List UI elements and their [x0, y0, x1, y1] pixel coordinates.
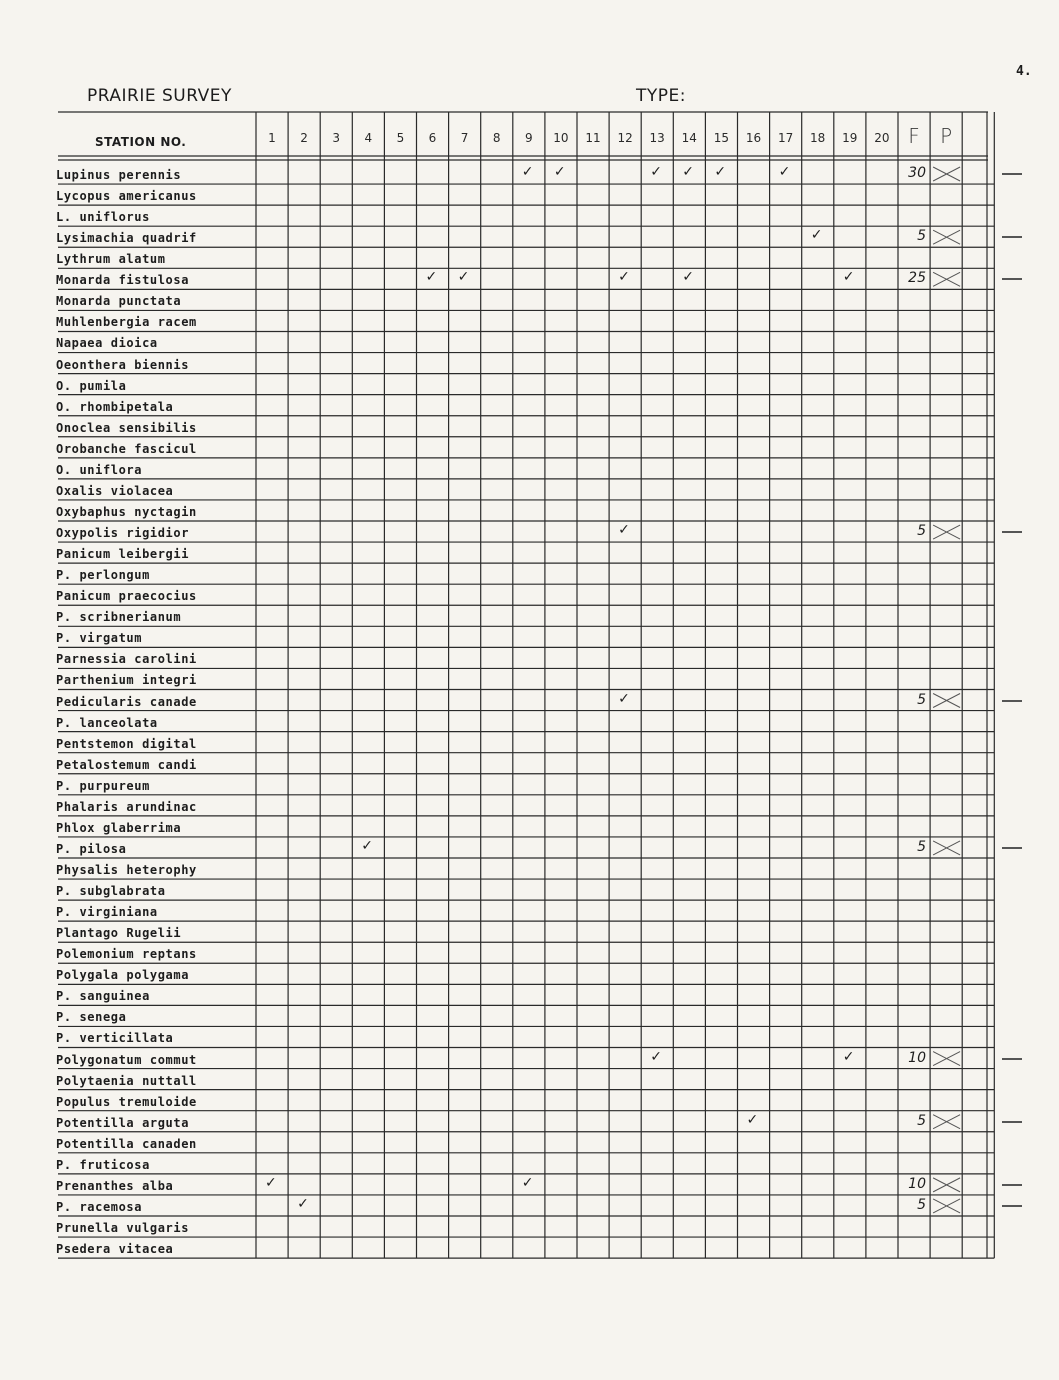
check-mark: ✓ [297, 1195, 309, 1212]
presence-x-mark [933, 167, 960, 181]
species-name: Pentstemon digital [56, 736, 197, 751]
presence-x-mark [933, 1199, 960, 1213]
species-name: Lythrum alatum [56, 252, 166, 267]
species-name: Phalaris arundinac [56, 799, 197, 814]
margin-dash [1002, 1121, 1022, 1123]
presence-x-mark [933, 1178, 960, 1192]
presence-x-mark [933, 694, 960, 708]
station-column-header: 2 [300, 131, 308, 145]
station-column-header: 5 [396, 131, 405, 145]
species-name: Physalis heterophy [56, 862, 197, 877]
check-mark: ✓ [457, 269, 470, 286]
species-name: Plantago Rugelii [56, 926, 182, 941]
page-number: 4. [1016, 64, 1032, 79]
check-mark: ✓ [425, 269, 438, 286]
station-column-header: 13 [649, 131, 665, 145]
species-name: Onoclea sensibilis [56, 420, 197, 435]
margin-dash [1002, 236, 1022, 238]
species-name: Monarda punctata [56, 294, 182, 309]
species-name: Petalostemum candi [56, 757, 197, 772]
station-column-header: 8 [492, 131, 501, 145]
check-mark: ✓ [810, 227, 823, 244]
presence-column-header: P [940, 124, 953, 148]
check-mark: ✓ [650, 164, 662, 180]
station-column-header: 7 [460, 131, 469, 145]
species-name: Monarda fistulosa [56, 273, 190, 288]
station-column-header: 4 [364, 131, 373, 145]
check-mark: ✓ [746, 1111, 759, 1128]
margin-dash [1002, 1184, 1022, 1186]
species-name: Populus tremuloide [56, 1094, 197, 1109]
station-column-header: 20 [874, 131, 890, 145]
frequency-value: 5 [917, 523, 926, 540]
presence-x-mark [933, 525, 960, 539]
species-name: Panicum praecocius [56, 589, 197, 604]
margin-dash [1002, 531, 1022, 533]
check-mark: ✓ [714, 164, 727, 180]
station-column-header: 6 [428, 131, 437, 145]
margin-dash [1002, 847, 1022, 849]
species-name: P. sanguinea [56, 989, 150, 1004]
species-name: O. pumila [56, 378, 127, 393]
species-name: P. pilosa [56, 841, 127, 856]
species-name: Polygonatum commut [56, 1052, 197, 1067]
species-name: P. virgatum [56, 631, 143, 646]
species-name: Lysimachia quadrif [56, 231, 197, 246]
species-name: O. uniflora [56, 462, 143, 477]
species-name: P. scribnerianum [56, 610, 182, 625]
frequency-value: 5 [917, 838, 926, 855]
check-mark: ✓ [618, 522, 630, 539]
check-mark: ✓ [361, 837, 374, 854]
check-mark: ✓ [553, 164, 566, 180]
species-name: P. subglabrata [56, 884, 166, 899]
station-column-header: 10 [553, 131, 569, 145]
presence-x-mark [933, 1052, 960, 1066]
check-mark: ✓ [618, 269, 630, 286]
species-name: P. perlongum [56, 568, 150, 583]
type-label: TYPE: [636, 86, 686, 106]
species-name: Phlox glaberrima [56, 820, 182, 835]
species-name: P. virginiana [56, 905, 158, 920]
check-mark: ✓ [778, 164, 791, 180]
frequency-value: 10 [908, 1175, 926, 1192]
species-name: Oxalis violacea [56, 483, 174, 498]
species-name: Lycopus americanus [56, 189, 197, 204]
species-name: Potentilla arguta [56, 1115, 190, 1130]
species-name: Orobanche fascicul [56, 441, 197, 456]
station-column-header: 16 [745, 131, 762, 145]
species-name: Oxybaphus nyctagin [56, 504, 197, 519]
station-column-header: 3 [332, 131, 340, 145]
margin-dash [1002, 173, 1022, 175]
frequency-value: 5 [917, 1112, 926, 1129]
check-mark: ✓ [650, 1048, 662, 1065]
species-name: Prenanthes alba [56, 1178, 174, 1193]
frequency-value: 10 [908, 1049, 926, 1066]
species-name: L. uniflorus [56, 210, 150, 225]
species-name: P. lanceolata [56, 715, 158, 730]
frequency-value: 5 [917, 691, 926, 708]
check-mark: ✓ [265, 1174, 277, 1191]
species-name: Panicum leibergii [56, 547, 190, 562]
station-column-header: 17 [777, 131, 794, 145]
station-column-header: 19 [842, 131, 858, 145]
species-name: P. fruticosa [56, 1157, 150, 1172]
species-name: Psedera vitacea [56, 1242, 174, 1257]
frequency-value: 30 [908, 165, 926, 181]
species-name: Potentilla canaden [56, 1136, 197, 1151]
species-name: Polygala polygama [56, 968, 190, 983]
margin-dash [1002, 1058, 1022, 1060]
margin-dash [1002, 700, 1022, 702]
check-mark: ✓ [521, 164, 534, 180]
presence-x-mark [933, 230, 960, 244]
presence-x-mark [933, 841, 960, 855]
station-column-header: 15 [713, 131, 730, 145]
station-column-header: 11 [585, 131, 601, 145]
species-name: Parnessia carolini [56, 652, 197, 667]
check-mark: ✓ [521, 1174, 534, 1191]
species-name: Napaea dioica [56, 336, 158, 351]
margin-dash [1002, 1205, 1022, 1207]
species-name: P. purpureum [56, 778, 150, 793]
species-name: Polemonium reptans [56, 947, 197, 962]
species-name: P. senega [56, 1010, 127, 1025]
frequency-value: 5 [917, 1196, 926, 1213]
species-name: Pedicularis canade [56, 694, 197, 709]
species-name: Prunella vulgaris [56, 1221, 190, 1235]
check-mark: ✓ [842, 1048, 855, 1065]
species-name: Oxypolis rigidior [56, 526, 190, 541]
frequency-value: 25 [908, 270, 926, 287]
species-name: Parthenium integri [56, 673, 197, 688]
check-mark: ✓ [618, 690, 630, 707]
species-name: Muhlenbergia racem [56, 315, 197, 330]
page-title: PRAIRIE SURVEY [87, 86, 232, 106]
species-name: Polytaenia nuttall [56, 1073, 197, 1088]
species-name: O. rhombipetala [56, 399, 174, 414]
frequency-column-header: F [908, 124, 920, 148]
species-name: P. verticillata [56, 1031, 174, 1046]
check-mark: ✓ [682, 269, 695, 286]
species-name: Lupinus perennis [56, 168, 182, 182]
margin-dash [1002, 278, 1022, 280]
species-name: P. racemosa [56, 1199, 143, 1214]
check-mark: ✓ [682, 164, 695, 180]
presence-x-mark [933, 1115, 960, 1129]
station-column-header: 1 [268, 131, 276, 145]
station-column-header: 9 [524, 131, 533, 145]
station-column-header: 12 [617, 131, 633, 145]
station-column-header: 18 [810, 131, 826, 145]
presence-x-mark [933, 272, 960, 286]
check-mark: ✓ [842, 269, 855, 286]
station-column-header: 14 [681, 131, 697, 145]
frequency-value: 5 [917, 228, 926, 245]
station-number-header: STATION NO. [95, 135, 187, 149]
species-name: Oeonthera biennis [56, 357, 190, 372]
